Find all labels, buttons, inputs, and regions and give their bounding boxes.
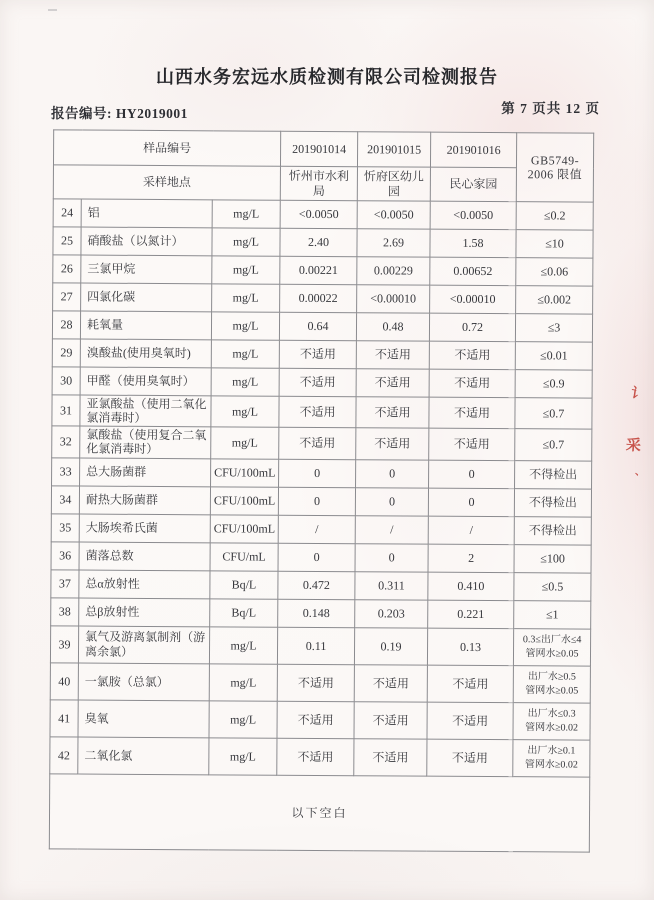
red-ink-mark: 讠: [629, 386, 644, 403]
unit-cell: mg/L: [211, 427, 279, 459]
row-number-cell: 29: [52, 339, 80, 367]
unit-cell: CFU/mL: [210, 542, 278, 570]
table-row: [52, 426, 592, 461]
sample-id-header: 201901015: [358, 132, 431, 167]
sample-value-cell: 0.148: [278, 599, 355, 627]
sample-value-cell: 0.410: [428, 572, 514, 601]
red-ink-mark: 、: [635, 467, 645, 478]
unit-cell: Bq/L: [210, 570, 278, 598]
unit-cell: mg/L: [209, 737, 277, 774]
unit-cell: mg/L: [212, 256, 280, 284]
row-number-cell: 24: [53, 199, 81, 227]
table-row: [53, 255, 593, 286]
sample-value-cell: 0.00022: [280, 284, 357, 312]
table-row: [50, 625, 590, 665]
row-number-cell: 39: [50, 625, 78, 662]
sample-value-cell: 0: [279, 459, 356, 487]
parameter-name-cell: 总大肠菌群: [80, 458, 211, 487]
limit-cell: 0.3≤出厂水≤4 管网水≥0.05: [513, 628, 590, 665]
sample-value-cell: 不适用: [427, 665, 513, 703]
table-row: [51, 485, 591, 516]
sample-value-cell: 0.203: [355, 599, 428, 627]
parameter-name-cell: 二氧化氯: [78, 737, 209, 775]
sample-value-cell: 不适用: [429, 341, 515, 370]
sample-value-cell: 0.19: [354, 627, 427, 664]
parameter-name-cell: 硝酸盐（以氮计）: [81, 227, 212, 256]
red-ink-mark: 采: [625, 437, 642, 455]
row-number-cell: 30: [52, 367, 80, 395]
sample-value-cell: 2: [428, 544, 514, 573]
limit-cell: ≤0.9: [515, 370, 592, 398]
parameter-name-cell: 溴酸盐(使用臭氧时): [80, 339, 211, 368]
header-row-sample-id: [53, 130, 593, 168]
limit-cell: ≤10: [516, 230, 593, 258]
limit-cell: ≤0.2: [516, 202, 593, 230]
parameter-name-cell: 总α放射性: [79, 570, 210, 599]
row-number-cell: 35: [51, 513, 79, 541]
sample-value-cell: 不适用: [279, 340, 356, 368]
sample-value-cell: 不适用: [429, 369, 515, 398]
sample-value-cell: 0.221: [428, 600, 514, 629]
limit-cell: 不得检出: [514, 488, 591, 516]
sample-value-cell: 0: [278, 487, 355, 515]
row-number-cell: 34: [51, 485, 79, 513]
unit-cell: mg/L: [211, 368, 279, 396]
table-row: [51, 541, 591, 572]
sample-value-cell: 0: [429, 460, 515, 489]
sampling-site-header: 忻州市水利局: [280, 166, 357, 200]
table-row: [52, 457, 592, 488]
parameter-name-cell: 氯酸盐（使用复合二氧化氯消毒时）: [80, 426, 211, 458]
sample-value-cell: 0.11: [277, 627, 354, 664]
sample-value-cell: 2.40: [280, 228, 357, 256]
sample-value-cell: 1.58: [430, 229, 516, 258]
unit-cell: mg/L: [209, 663, 277, 700]
unit-cell: mg/L: [212, 228, 280, 256]
row-number-cell: 36: [51, 541, 79, 569]
limit-cell: 不得检出: [515, 460, 592, 488]
test-results-table: [49, 129, 594, 852]
sample-value-cell: 不适用: [277, 738, 354, 775]
parameter-name-cell: 菌落总数: [79, 542, 210, 571]
unit-cell: mg/L: [211, 396, 279, 428]
parameter-name-cell: 四氯化碳: [81, 283, 212, 312]
unit-cell: mg/L: [211, 312, 279, 340]
sample-value-cell: 0.00652: [430, 257, 516, 286]
row-number-cell: 26: [53, 255, 81, 283]
limit-cell: 出厂水≥0.5 管网水≥0.05: [513, 665, 590, 702]
sample-value-cell: /: [278, 515, 355, 543]
sample-value-cell: 0: [355, 543, 428, 571]
table-row: [53, 227, 593, 258]
sampling-site-row-label: 采样地点: [53, 165, 280, 200]
row-number-cell: 33: [52, 457, 80, 485]
report-number: 报告编号: HY2019001: [51, 106, 188, 121]
limit-cell: ≤0.01: [515, 342, 592, 370]
page-number: 第 7 页共 12 页: [501, 101, 600, 116]
limit-cell: ≤0.7: [515, 398, 592, 430]
sample-value-cell: 0.48: [356, 313, 429, 341]
sample-value-cell: 不适用: [356, 341, 429, 369]
sample-value-cell: 不适用: [356, 397, 429, 429]
row-number-cell: 40: [50, 662, 78, 699]
sample-value-cell: 0.00221: [280, 256, 357, 284]
sample-value-cell: /: [428, 516, 514, 545]
limit-cell: ≤0.06: [516, 258, 593, 286]
sample-value-cell: 0: [278, 543, 355, 571]
unit-cell: Bq/L: [210, 598, 278, 626]
unit-cell: mg/L: [212, 200, 280, 228]
sampling-site-header: 忻府区幼儿园: [357, 167, 430, 201]
sample-value-cell: 不适用: [279, 368, 356, 396]
sample-value-cell: 不适用: [279, 428, 356, 460]
table-row: [53, 283, 593, 314]
sample-value-cell: 0: [355, 487, 428, 515]
table-row: [52, 339, 592, 370]
table-body: [50, 199, 594, 777]
table-row: [50, 662, 590, 702]
limit-cell: ≤3: [515, 314, 592, 342]
table-row: [51, 597, 591, 628]
sample-value-cell: 不适用: [427, 739, 513, 777]
unit-cell: mg/L: [209, 700, 277, 737]
unit-cell: mg/L: [211, 340, 279, 368]
sample-value-cell: 0.472: [278, 571, 355, 599]
parameter-name-cell: 三氯甲烷: [81, 255, 212, 284]
limit-cell: ≤0.7: [515, 429, 592, 461]
sample-value-cell: 0.72: [429, 313, 515, 342]
sample-value-cell: 不适用: [429, 428, 515, 460]
table-row: [53, 199, 593, 230]
sample-id-header: 201901016: [431, 132, 517, 168]
sample-value-cell: 0.13: [427, 628, 513, 666]
page-title: 山西水务宏远水质检测有限公司检测报告: [156, 67, 498, 87]
scan-speck: [48, 9, 57, 11]
parameter-name-cell: 大肠埃希氏菌: [79, 514, 210, 543]
sample-value-cell: 不适用: [354, 701, 427, 738]
parameter-name-cell: 耗氧量: [80, 311, 211, 340]
sample-value-cell: 不适用: [277, 701, 354, 738]
table-row: [51, 569, 591, 600]
table-footer-body: [49, 773, 589, 851]
sample-value-cell: 不适用: [354, 664, 427, 701]
unit-cell: CFU/100mL: [210, 486, 278, 514]
row-number-cell: 37: [51, 569, 79, 597]
parameter-name-cell: 亚氯酸盐（使用二氧化氯消毒时）: [80, 395, 211, 427]
sample-value-cell: 不适用: [356, 369, 429, 397]
row-number-cell: 27: [53, 283, 81, 311]
table-header-body: [53, 130, 593, 202]
limit-cell: ≤0.5: [514, 572, 591, 600]
sample-value-cell: 0.00229: [357, 257, 430, 285]
unit-cell: CFU/100mL: [210, 514, 278, 542]
parameter-name-cell: 耐热大肠菌群: [79, 486, 210, 515]
limit-cell: ≤0.002: [516, 286, 593, 314]
table-row: [51, 513, 591, 544]
sample-value-cell: 不适用: [427, 702, 513, 740]
sample-value-cell: 不适用: [356, 428, 429, 460]
limit-cell: 不得检出: [514, 516, 591, 544]
table-row: [52, 395, 592, 430]
sample-value-cell: 0: [428, 488, 514, 517]
sample-value-cell: <0.00010: [357, 285, 430, 313]
parameter-name-cell: 甲醛（使用臭氧时）: [80, 367, 211, 396]
parameter-name-cell: 臭氧: [78, 700, 209, 738]
row-number-cell: 32: [52, 426, 80, 457]
header-row-sampling-site: [53, 165, 593, 202]
limit-cell: 出厂水≤0.3 管网水≥0.02: [513, 702, 590, 739]
sample-value-cell: 不适用: [354, 738, 427, 775]
sample-value-cell: 不适用: [277, 664, 354, 701]
parameter-name-cell: 铝: [81, 199, 212, 228]
parameter-name-cell: 氯气及游离氯制剂（游离余氯）: [78, 626, 209, 664]
sample-value-cell: <0.00010: [430, 285, 516, 314]
table-row: [52, 311, 592, 342]
sample-value-cell: 2.69: [357, 229, 430, 257]
limit-column-header: GB5749- 2006 限值: [516, 133, 593, 202]
unit-cell: mg/L: [212, 284, 280, 312]
limit-cell: 出厂水≥0.1 管网水≥0.02: [513, 739, 590, 776]
table-row: [50, 736, 590, 776]
sample-value-cell: 不适用: [279, 396, 356, 428]
sample-id-row-label: 样品编号: [53, 130, 280, 166]
table-row: [52, 367, 592, 398]
sample-value-cell: 0: [356, 459, 429, 487]
sample-value-cell: 0.64: [279, 312, 356, 340]
row-number-cell: 38: [51, 597, 79, 625]
sample-value-cell: <0.0050: [357, 201, 430, 229]
sampling-site-header: 民心家园: [430, 167, 516, 202]
sample-value-cell: <0.0050: [430, 201, 516, 230]
sample-id-header: 201901014: [281, 131, 358, 166]
blank-below-row: [49, 773, 589, 851]
parameter-name-cell: 总β放射性: [79, 598, 210, 627]
sample-value-cell: /: [355, 515, 428, 543]
sample-value-cell: 0.311: [355, 571, 428, 599]
blank-below-note: 以下空白: [49, 773, 589, 851]
unit-cell: CFU/100mL: [211, 458, 279, 486]
limit-cell: ≤100: [514, 544, 591, 572]
parameter-name-cell: 一氯胺（总氯）: [78, 663, 209, 701]
unit-cell: mg/L: [209, 626, 277, 663]
row-number-cell: 42: [50, 736, 78, 773]
row-number-cell: 31: [52, 395, 80, 426]
row-number-cell: 25: [53, 227, 81, 255]
limit-cell: ≤1: [514, 600, 591, 628]
row-number-cell: 41: [50, 699, 78, 736]
sample-value-cell: 不适用: [429, 397, 515, 429]
row-number-cell: 28: [52, 311, 80, 339]
sample-value-cell: <0.0050: [280, 200, 357, 228]
table-row: [50, 699, 590, 739]
